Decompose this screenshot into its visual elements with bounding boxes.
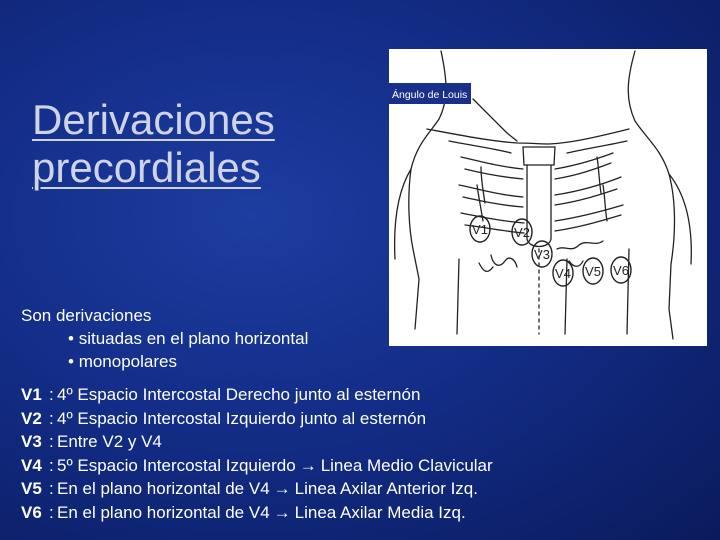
lead-desc-part: Linea Axilar Media Izq. xyxy=(294,502,466,522)
arrow-right-icon: → xyxy=(273,502,291,522)
lead-code: V5 xyxy=(21,479,42,498)
chest-diagram xyxy=(389,49,707,346)
lead-row-v6 xyxy=(21,501,493,525)
lead-desc xyxy=(57,477,478,501)
lead-desc: Entre V2 y V4 xyxy=(57,432,162,451)
lead-desc-part: Linea Axilar Anterior Izq. xyxy=(294,479,478,498)
lead-code: V2 xyxy=(21,408,42,428)
lead-code: V3 xyxy=(21,432,42,451)
electrode-v1-label: V1 xyxy=(472,222,488,237)
colon: : xyxy=(49,455,54,475)
lead-row-v1 xyxy=(21,383,493,407)
slide-title-line2: precordiales xyxy=(32,144,261,191)
intro-bullet-2: • monopolares xyxy=(68,352,177,371)
electrode-v4-label: V4 xyxy=(555,266,571,281)
lead-desc: 4º Espacio Intercostal Derecho junto al esternón xyxy=(57,385,421,404)
colon: : xyxy=(49,479,54,498)
colon: : xyxy=(49,385,54,404)
arrow-right-icon: → xyxy=(299,455,317,475)
electrode-v6-label: V6 xyxy=(613,263,629,278)
annotation-label: Ángulo de Louis xyxy=(392,89,468,101)
lead-list xyxy=(21,383,493,524)
intro-bullet-1-text: situadas en el plano horizontal xyxy=(78,329,309,348)
slide-title xyxy=(32,96,362,192)
lead-code: V4 xyxy=(21,455,42,475)
lead-row-v3 xyxy=(21,430,493,454)
lead-desc-part: 5º Espacio Intercostal Izquierdo xyxy=(57,455,296,475)
lead-row-v4 xyxy=(21,454,493,478)
colon: : xyxy=(49,502,54,522)
lead-desc xyxy=(57,454,493,478)
lead-row-v2 xyxy=(21,407,493,431)
lead-desc-part: En el plano horizontal de V4 xyxy=(57,479,270,498)
intro-block xyxy=(21,304,308,373)
intro-bullet-1: • situadas en el plano horizontal xyxy=(68,329,309,348)
colon: : xyxy=(49,408,54,428)
intro-text: Son derivaciones xyxy=(21,306,152,325)
electrode-v5-label: V5 xyxy=(585,264,601,279)
lead-code: V6 xyxy=(21,502,42,522)
lead-desc: 4º Espacio Intercostal Izquierdo junto al esternón xyxy=(57,408,427,428)
intro-bullet-2-text: monopolares xyxy=(78,352,177,371)
chest-drawing xyxy=(389,49,707,346)
lead-code: V1 xyxy=(21,385,42,404)
lead-desc-part: Linea Medio Clavicular xyxy=(320,455,493,475)
colon: : xyxy=(49,432,54,451)
lead-desc-part: En el plano horizontal de V4 xyxy=(57,502,270,522)
lead-desc xyxy=(57,501,466,525)
slide-title-line1: Derivaciones xyxy=(32,96,275,143)
arrow-right-icon: → xyxy=(273,479,291,498)
lead-row-v5 xyxy=(21,477,493,501)
electrode-v2-label: V2 xyxy=(514,225,530,240)
electrode-v3-label: V3 xyxy=(534,247,550,262)
